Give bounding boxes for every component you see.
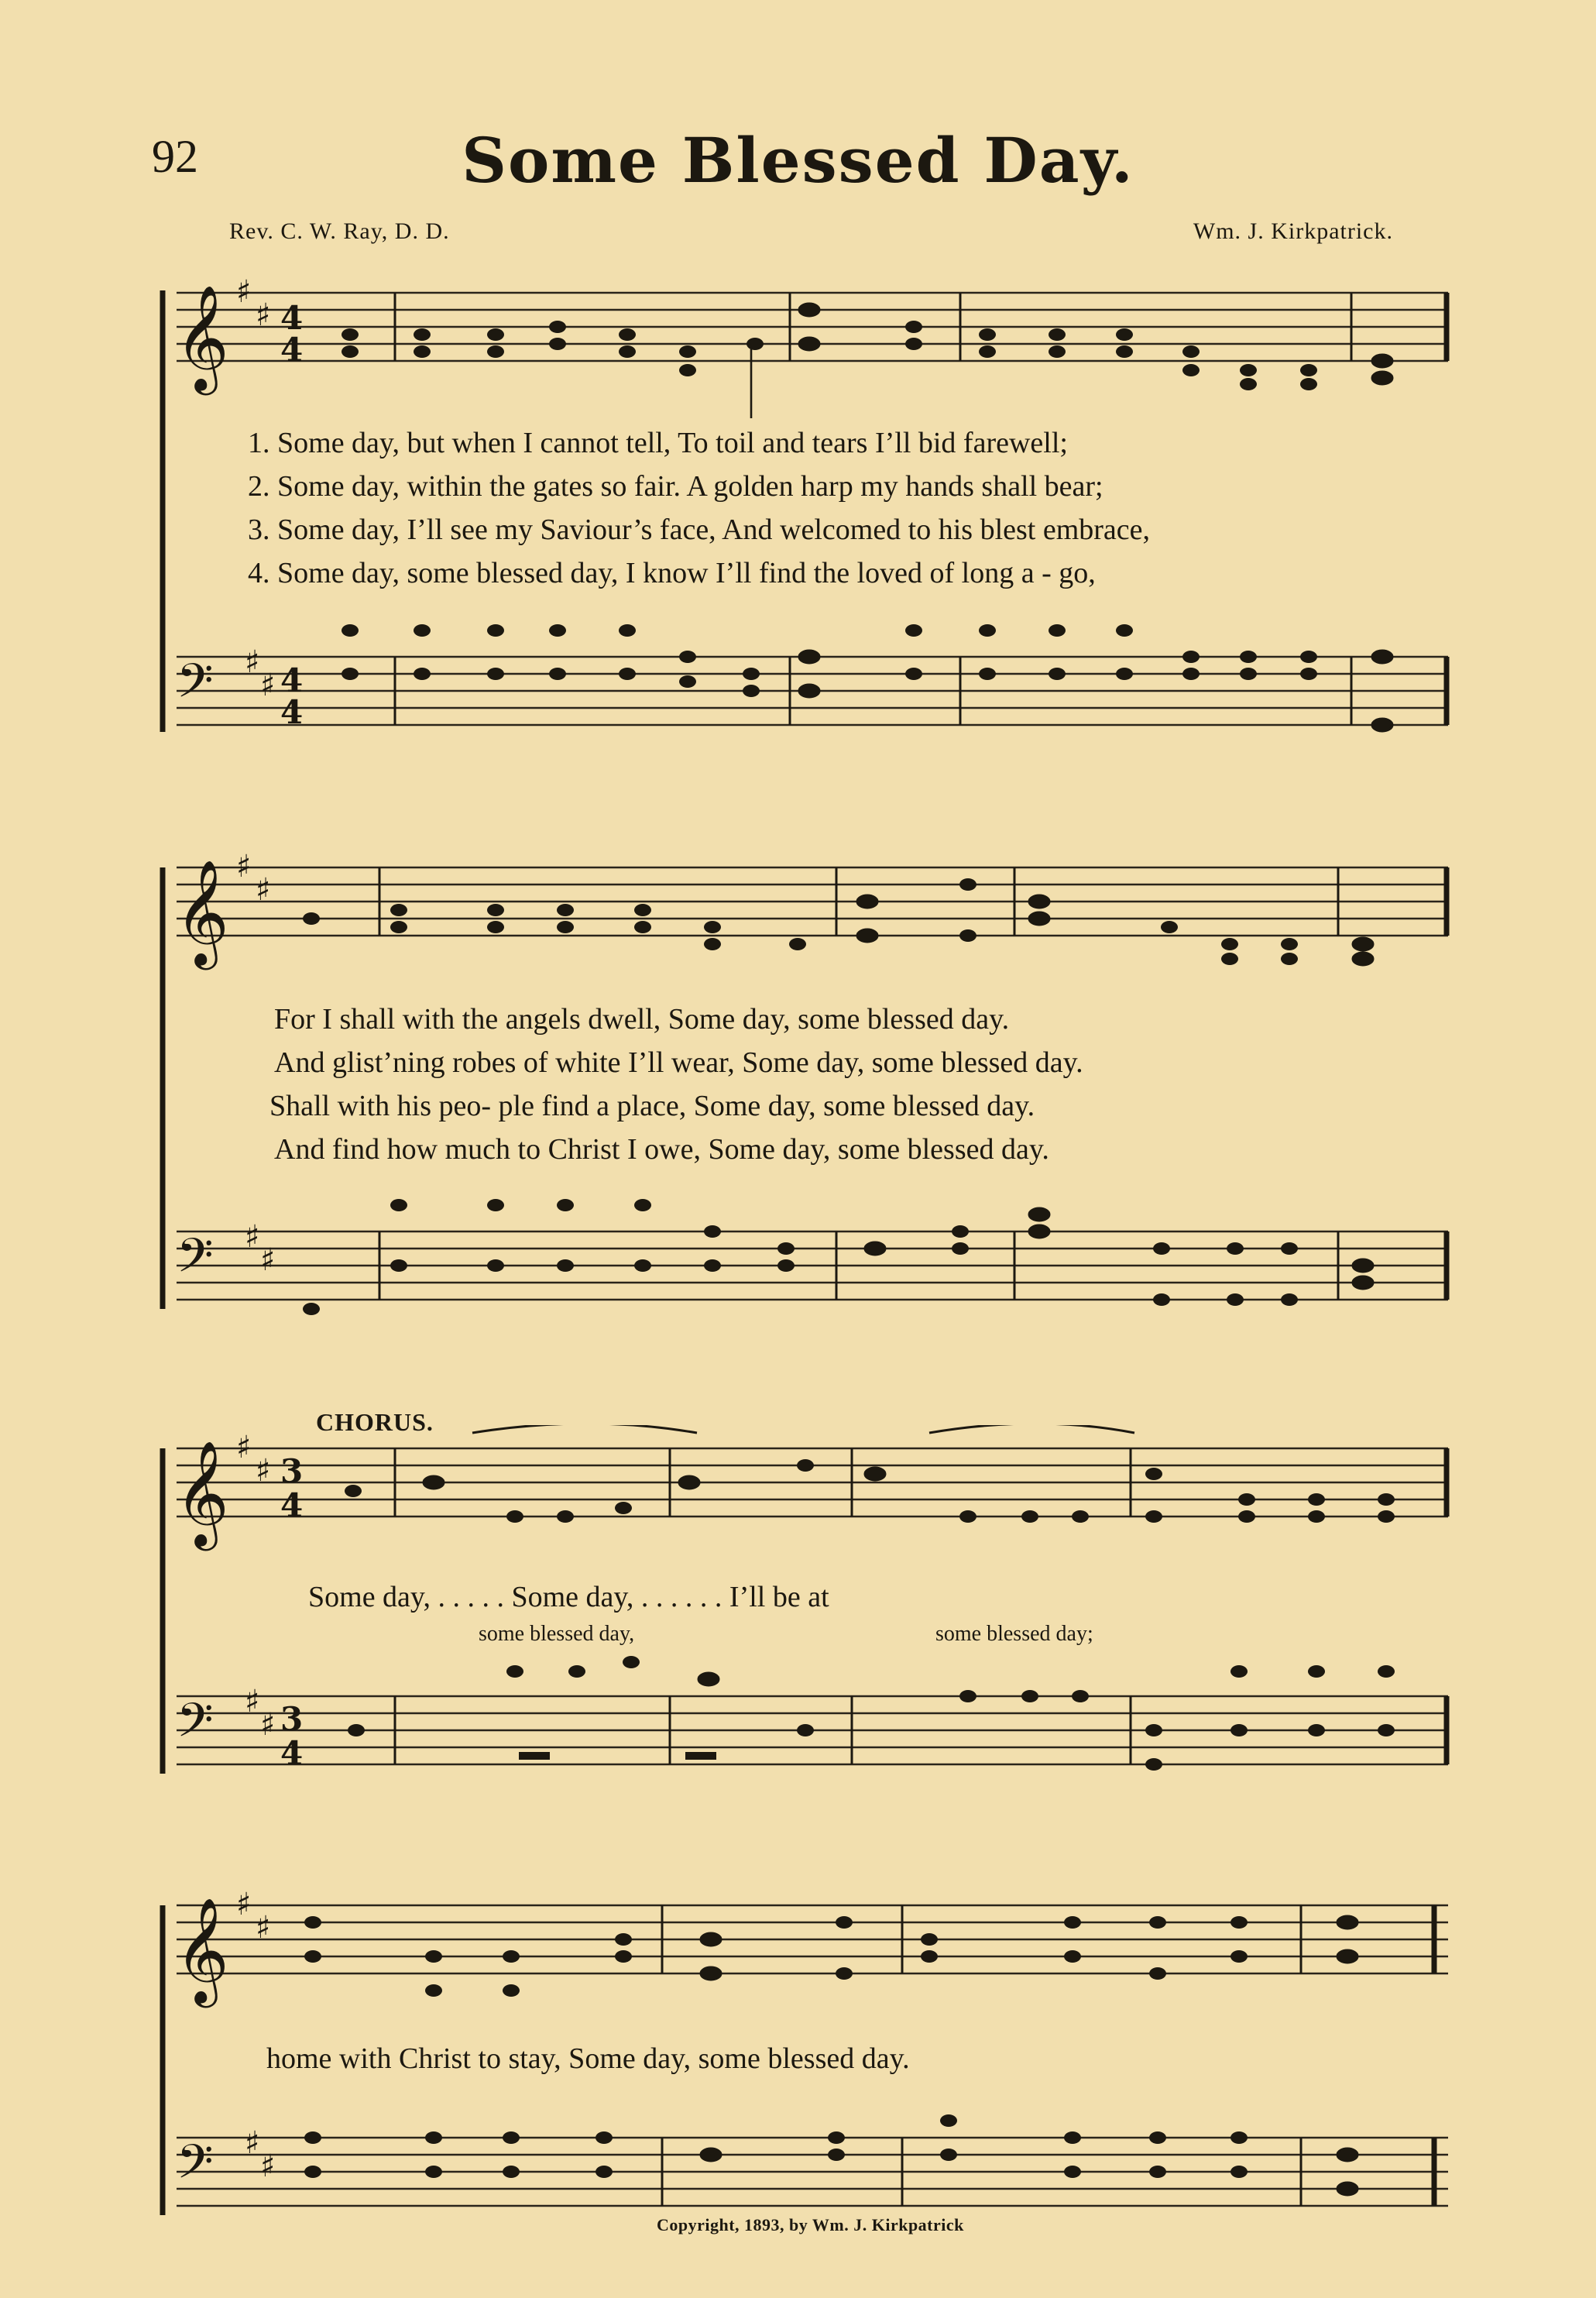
treble-staff-4: [177, 1905, 1448, 1973]
svg-text:♯: ♯: [256, 872, 271, 908]
treble-notes-3: [345, 1459, 1395, 1523]
svg-text:♯: ♯: [260, 2149, 276, 2184]
svg-text:♯: ♯: [256, 297, 271, 333]
bass-notes-1: [342, 624, 1392, 731]
svg-text:♯: ♯: [256, 1453, 271, 1489]
svg-text:𝄞: 𝄞: [175, 1439, 229, 1546]
treble-staff-3: [177, 1448, 1448, 1517]
composer-credit: Wm. J. Kirkpatrick.: [1193, 218, 1393, 244]
bass-staff-4: [177, 2138, 1448, 2206]
treble-staff-2: [177, 867, 1448, 936]
music-system-1: [0, 263, 1596, 759]
svg-text:3: 3: [280, 1700, 304, 1738]
svg-text:♯: ♯: [236, 849, 252, 885]
svg-text:♯: ♯: [245, 644, 260, 680]
copyright-notice: Copyright, 1893, by Wm. J. Kirkpatrick: [657, 2215, 964, 2234]
svg-text:4: 4: [280, 693, 304, 731]
svg-text:𝄞: 𝄞: [175, 283, 229, 390]
page-number: 92: [152, 131, 198, 182]
svg-text:♯: ♯: [236, 274, 252, 310]
chorus-line-1: Some day, . . . . . Some day, . . . . . . I’ll be at: [308, 1581, 829, 1613]
music-system-2: [0, 836, 1596, 1332]
verse-3-line-2: Shall with his peo- ple find a place, Some day, some blessed day.: [269, 1090, 1035, 1122]
svg-text:♯: ♯: [260, 1242, 276, 1278]
svg-text:♯: ♯: [236, 1430, 252, 1465]
svg-text:4: 4: [280, 331, 304, 369]
verse-2-line-1: 2. Some day, within the gates so fair. A golden harp my hands shall bear;: [248, 470, 1103, 503]
svg-text:♯: ♯: [245, 1684, 260, 1719]
bass-notes-2: [303, 1199, 1373, 1315]
verse-3-line-1: 3. Some day, I’ll see my Saviour’s face, And welcomed to his blest embrace,: [248, 514, 1151, 546]
chorus-echo-1: some blessed day,: [479, 1622, 635, 1646]
svg-text:𝄞: 𝄞: [175, 858, 229, 965]
author-credit: Rev. C. W. Ray, D. D.: [229, 218, 450, 244]
bass-staff-2: [177, 1231, 1448, 1300]
svg-text:𝄢: 𝄢: [177, 654, 214, 720]
chorus-label: CHORUS.: [316, 1408, 434, 1436]
svg-text:4: 4: [280, 661, 304, 699]
svg-text:𝄢: 𝄢: [177, 1693, 214, 1760]
verse-4-line-2: And find how much to Christ I owe, Some day, some blessed day.: [274, 1133, 1049, 1166]
svg-text:♯: ♯: [260, 668, 276, 703]
svg-text:𝄢: 𝄢: [177, 1228, 214, 1295]
verse-2-line-2: And glist’ning robes of white I’ll wear, Some day, some blessed day.: [274, 1046, 1083, 1079]
svg-text:4: 4: [280, 1734, 304, 1772]
svg-text:𝄢: 𝄢: [177, 2135, 214, 2201]
svg-text:3: 3: [280, 1452, 304, 1490]
chorus-line-2: home with Christ to stay, Some day, some blessed day.: [266, 2042, 910, 2075]
svg-text:4: 4: [280, 299, 304, 337]
verse-4-line-1: 4. Some day, some blessed day, I know I’ll find the loved of long a - go,: [248, 557, 1096, 589]
hymn-title: Some Blessed Day.: [462, 124, 1134, 197]
svg-text:𝄞: 𝄞: [175, 1896, 229, 2003]
svg-text:♯: ♯: [236, 1890, 252, 1922]
svg-text:♯: ♯: [256, 1910, 271, 1946]
verse-1-line-1: 1. Some day, but when I cannot tell, To toil and tears I’ll bid farewell;: [248, 427, 1068, 459]
treble-notes-2: [303, 878, 1373, 965]
svg-text:♯: ♯: [245, 1219, 260, 1255]
svg-text:♯: ♯: [260, 1707, 276, 1743]
svg-text:♯: ♯: [245, 2125, 260, 2161]
svg-text:4: 4: [280, 1486, 304, 1524]
chorus-echo-2: some blessed day;: [935, 1622, 1093, 1646]
verse-1-line-2: For I shall with the angels dwell, Some day, some blessed day.: [274, 1003, 1010, 1036]
